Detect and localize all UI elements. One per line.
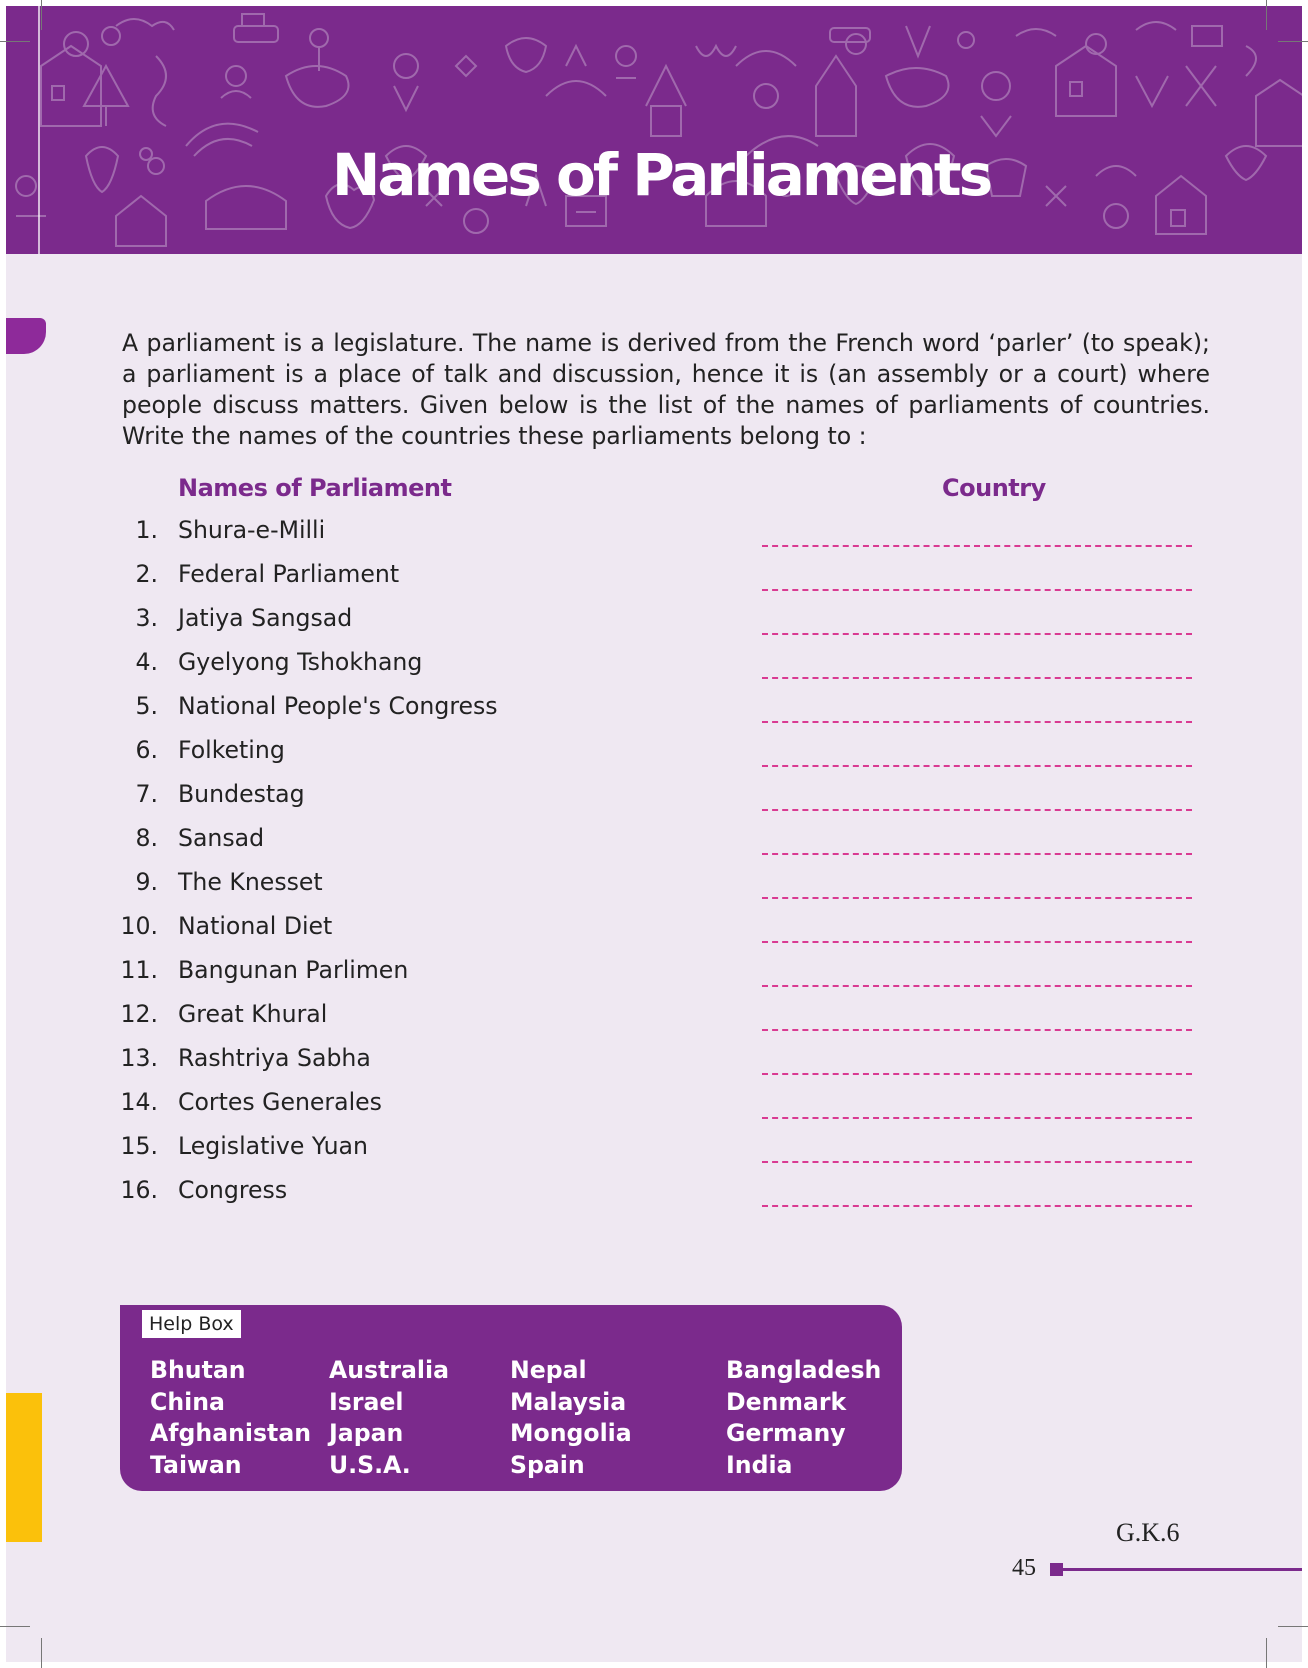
country-answer-line[interactable] [762,1029,1192,1031]
crop-mark [0,41,30,42]
country-option: Israel [329,1387,404,1416]
crop-mark [1266,0,1267,30]
help-column [329,1355,449,1481]
list-item [6,556,1302,600]
parliament-name: Jatiya Sangsad [178,604,353,632]
column-header-parliament: Names of Parliament [178,474,452,502]
crop-mark [1278,1626,1308,1627]
country-answer-line[interactable] [762,677,1192,679]
country-option: Bangladesh [726,1356,882,1384]
parliament-name: Congress [178,1176,288,1204]
country-option: Bhutan [150,1356,246,1384]
country-answer-line[interactable] [762,897,1192,899]
book-code: G.K.6 [1116,1518,1180,1547]
country-answer-line[interactable] [762,633,1192,635]
help-box [120,1305,902,1491]
page-number: 45 [1012,1555,1036,1581]
list-item [6,600,1302,644]
worksheet [6,6,1302,1662]
item-number: 8. [135,824,158,852]
parliament-name: Great Khural [178,1000,328,1028]
country-answer-line[interactable] [762,985,1192,987]
country-option: China [150,1387,225,1416]
edge-yellow-marker [6,1393,42,1542]
country-option: Spain [510,1450,585,1479]
crop-mark [41,1638,42,1668]
list-item [6,776,1302,820]
country-option: Taiwan [150,1450,242,1479]
country-answer-line[interactable] [762,853,1192,855]
intro-paragraph: A parliament is a legislature. The name is derived from the French word ‘parler’ (to speak); a parliament is a place of talk and discussion, hence it is (an assembly or a court) where people discuss matters. Given below is the list of the names of parliaments of countries. Write the names of the countries these parliaments belong to : [122,329,1210,450]
list-item [6,732,1302,776]
parliament-name: Federal Parliament [178,560,400,588]
parliament-name: Cortes Generales [178,1088,382,1116]
parliament-name: National People's Congress [178,692,498,720]
country-answer-line[interactable] [762,1205,1192,1207]
parliament-name: Bangunan Parlimen [178,956,409,984]
item-number: 3. [135,604,158,632]
parliament-name: Gyelyong Tshokhang [178,648,423,676]
help-column [150,1355,311,1481]
item-number: 15. [120,1132,158,1160]
parliament-name: Bundestag [178,780,305,808]
list-item [6,1172,1302,1216]
parliament-name: Rashtriya Sabha [178,1044,371,1072]
list-item [6,688,1302,732]
edge-tab-marker [6,318,46,354]
country-option: Australia [329,1356,450,1384]
item-number: 16. [120,1176,158,1204]
list-item [6,512,1302,556]
country-answer-line[interactable] [762,809,1192,811]
country-option: Denmark [726,1387,847,1416]
page-title: Names of Parliaments [331,141,991,209]
list-item [6,1084,1302,1128]
item-number: 5. [135,692,158,720]
parliament-name: Folketing [178,736,285,764]
footer-rule [1060,1568,1302,1571]
column-header-country: Country [942,474,1046,502]
country-answer-line[interactable] [762,589,1192,591]
list-item [6,1128,1302,1172]
country-answer-line[interactable] [762,721,1192,723]
help-column [726,1355,881,1481]
parliament-name: National Diet [178,912,333,940]
country-answer-line[interactable] [762,1117,1192,1119]
parliament-name: The Knesset [178,868,323,896]
item-number: 2. [135,560,158,588]
item-number: 12. [120,1000,158,1028]
country-option: U.S.A. [329,1450,411,1479]
crop-mark [0,1626,30,1627]
country-option: Malaysia [510,1387,627,1416]
country-option: Nepal [510,1356,587,1384]
country-option: India [726,1450,793,1479]
item-number: 14. [120,1088,158,1116]
item-number: 6. [135,736,158,764]
item-number: 7. [135,780,158,808]
crop-mark [1266,1638,1267,1668]
country-option: Germany [726,1419,846,1447]
list-item [6,1040,1302,1084]
item-number: 10. [120,912,158,940]
country-answer-line[interactable] [762,545,1192,547]
list-item [6,864,1302,908]
item-number: 13. [120,1044,158,1072]
item-number: 4. [135,648,158,676]
parliament-name: Legislative Yuan [178,1132,368,1160]
help-box-label: Help Box [142,1310,241,1338]
parliament-name: Sansad [178,824,265,852]
crop-mark [41,0,42,30]
country-answer-line[interactable] [762,941,1192,943]
list-item [6,644,1302,688]
country-answer-line[interactable] [762,765,1192,767]
list-item [6,996,1302,1040]
country-option: Japan [329,1419,404,1447]
item-number: 9. [135,868,158,896]
item-number: 11. [120,956,158,984]
country-option: Mongolia [510,1419,632,1447]
country-answer-line[interactable] [762,1161,1192,1163]
help-column [510,1355,632,1481]
doodle-pattern [6,6,1302,254]
list-item [6,820,1302,864]
country-answer-line[interactable] [762,1073,1192,1075]
list-item [6,908,1302,952]
header-banner [6,6,1302,254]
crop-mark [1278,41,1308,42]
parliament-name: Shura-e-Milli [178,516,326,544]
item-number: 1. [135,516,158,544]
country-option: Afghanistan [150,1419,312,1447]
list-item [6,952,1302,996]
